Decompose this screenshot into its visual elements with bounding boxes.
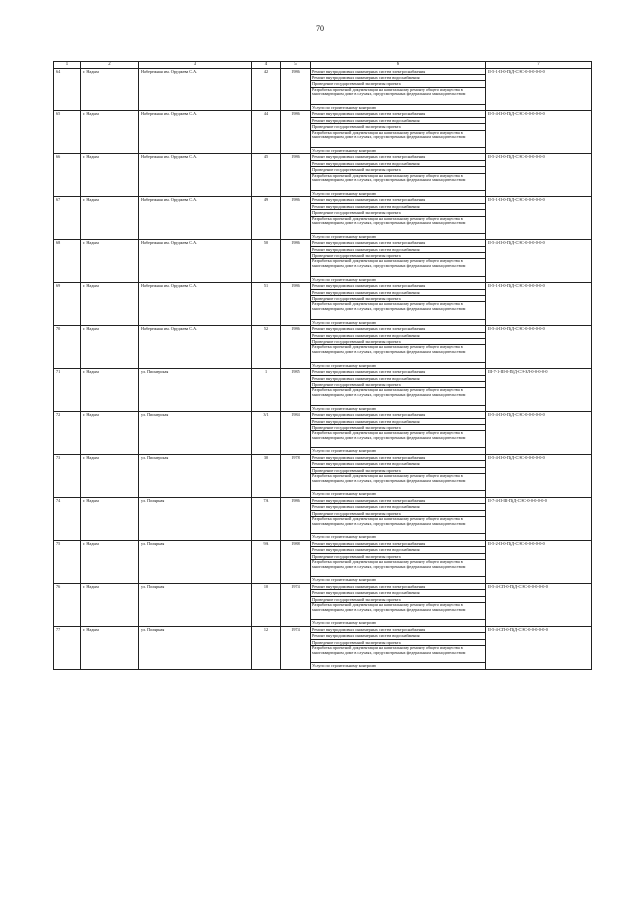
year-cell: 1986 — [281, 68, 311, 111]
house-number-cell: 10 — [252, 583, 281, 626]
work-type-cell: Ремонт внутридомовых инженерных систем водоснабжения — [311, 160, 486, 166]
work-type-cell: Разработка проектной документации на капитальному ремонту общего имущества в многоквартирном доме в случаях, предусмотренных федеральным законодательством — [311, 474, 486, 491]
year-cell: 1988 — [281, 540, 311, 583]
work-type-cell: Проведение государственной экспертизы проекта — [311, 510, 486, 516]
street-cell: Набережная им. Оруджева С.А. — [139, 154, 252, 197]
work-type-cell: Услуги по строительному контролю — [311, 147, 486, 154]
city-cell: г. Надым — [81, 154, 139, 197]
row-number: 70 — [54, 326, 81, 369]
work-type-cell: Услуги по строительному контролю — [311, 190, 486, 197]
code-cell: II-5-4-СП-0-П(Д-СЭС-0-0-0-0-0-0 — [486, 583, 592, 626]
work-type-cell: Разработка проектной документации на капитальному ремонту общего имущества в многоквартирном доме в случаях, предусмотренных федеральным законодательством — [311, 216, 486, 233]
work-type-cell: Ремонт внутридомовых инженерных систем водоснабжения — [311, 203, 486, 209]
code-cell: II-5-4-II-0-П(Д-СЭС-0-0-0-0-0-0 — [486, 412, 592, 455]
work-type-cell: Ремонт внутридомовых инженерных систем водоснабжения — [311, 375, 486, 381]
work-type-cell: Проведение государственной экспертизы проекта — [311, 167, 486, 173]
work-type-cell: Разработка проектной документации на капитальному ремонту общего имущества в многоквартирном доме в случаях, предусмотренных федеральным законодательством — [311, 87, 486, 104]
work-type-cell: Ремонт внутридомовых инженерных систем водоснабжения — [311, 504, 486, 510]
work-type-cell: Услуги по строительному контролю — [311, 620, 486, 627]
city-cell: г. Надым — [81, 412, 139, 455]
code-cell: II-5-4-СП-0-П(Д-СЭС-0-0-0-0-0-0 — [486, 626, 592, 669]
work-type-cell: Услуги по строительному контролю — [311, 534, 486, 541]
year-cell: 1986 — [281, 197, 311, 240]
city-cell: г. Надым — [81, 540, 139, 583]
row-number: 68 — [54, 240, 81, 283]
house-number-cell: 45 — [252, 154, 281, 197]
work-type-cell: Услуги по строительному контролю — [311, 577, 486, 584]
street-cell: ул. Полярная — [139, 498, 252, 541]
work-type-cell: Ремонт внутридомовых инженерных систем электроснабжения — [311, 583, 486, 589]
row-number: 65 — [54, 111, 81, 154]
city-cell: г. Надым — [81, 455, 139, 498]
work-type-cell: Ремонт внутридомовых инженерных систем водоснабжения — [311, 74, 486, 80]
year-cell: 1986 — [281, 283, 311, 326]
work-type-cell: Ремонт внутридомовых инженерных систем электроснабжения — [311, 540, 486, 546]
house-number-cell: 30 — [252, 455, 281, 498]
house-number-cell: 44 — [252, 111, 281, 154]
code-cell: II-5-1-II-0-П(Д-СЭС-0-0-0-0-0-0 — [486, 68, 592, 111]
year-cell: 1984 — [281, 412, 311, 455]
work-type-cell: Ремонт внутридомовых инженерных систем электроснабжения — [311, 111, 486, 117]
row-number: 67 — [54, 197, 81, 240]
code-cell: II-5-1-II-0-П(Д-СЭС-0-0-0-0-0-0 — [486, 283, 592, 326]
table-row — [54, 326, 592, 332]
work-type-cell: Ремонт внутридомовых инженерных систем электроснабжения — [311, 326, 486, 332]
work-type-cell: Разработка проектной документации на капитальному ремонту общего имущества в многоквартирном доме в случаях, предусмотренных федеральным законодательством — [311, 302, 486, 319]
work-type-cell: Услуги по строительному контролю — [311, 405, 486, 412]
street-cell: Набережная им. Оруджева С.А. — [139, 326, 252, 369]
table-row — [54, 626, 592, 632]
year-cell: 1986 — [281, 498, 311, 541]
code-cell: II-5-4-II-0-П(Д-СЭС-0-0-0-0-0-0 — [486, 111, 592, 154]
street-cell: ул. Полярная — [139, 540, 252, 583]
code-cell: II-5-4-II-0-П(Д-СЭС-0-0-0-0-0-0 — [486, 240, 592, 283]
street-cell: Набережная им. Оруджева С.А. — [139, 240, 252, 283]
city-cell: г. Надым — [81, 626, 139, 669]
work-type-cell: Проведение государственной экспертизы проекта — [311, 210, 486, 216]
city-cell: г. Надым — [81, 111, 139, 154]
header-col-6: 6 — [311, 62, 486, 69]
work-type-cell: Ремонт внутридомовых инженерных систем электроснабжения — [311, 626, 486, 632]
work-type-cell: Услуги по строительному контролю — [311, 663, 486, 670]
row-number: 77 — [54, 626, 81, 669]
code-cell: II-5-1-II-0-П(Д-СЭС-0-0-0-0-0-0 — [486, 197, 592, 240]
work-type-cell: Ремонт внутридомовых инженерных систем водоснабжения — [311, 461, 486, 467]
house-number-cell: 12 — [252, 626, 281, 669]
work-type-cell: Разработка проектной документации на капитальному ремонту общего имущества в многоквартирном доме в случаях, предусмотренных федеральным законодательством — [311, 560, 486, 577]
work-type-cell: Проведение государственной экспертизы проекта — [311, 381, 486, 387]
street-cell: Набережная им. Оруджева С.А. — [139, 197, 252, 240]
work-type-cell: Ремонт внутридомовых инженерных систем электроснабжения — [311, 412, 486, 418]
street-cell: Набережная им. Оруджева С.А. — [139, 68, 252, 111]
work-type-cell: Услуги по строительному контролю — [311, 319, 486, 326]
street-cell: Набережная им. Оруджева С.А. — [139, 111, 252, 154]
work-type-cell: Ремонт внутридомовых инженерных систем водоснабжения — [311, 117, 486, 123]
code-cell: II-5-4-II-0-П(Д-СЭС-0-0-0-0-0-0 — [486, 326, 592, 369]
city-cell: г. Надым — [81, 326, 139, 369]
work-type-cell: Разработка проектной документации на капитальному ремонту общего имущества в многоквартирном доме в случаях, предусмотренных федеральным законодательством — [311, 517, 486, 534]
work-type-cell: Ремонт внутридомовых инженерных систем электроснабжения — [311, 197, 486, 203]
row-number: 76 — [54, 583, 81, 626]
year-cell: 1985 — [281, 369, 311, 412]
table-row — [54, 498, 592, 504]
header-col-7: 7 — [486, 62, 592, 69]
work-type-cell: Услуги по строительному контролю — [311, 491, 486, 498]
row-number: 74 — [54, 498, 81, 541]
work-type-cell: Ремонт внутридомовых инженерных систем водоснабжения — [311, 633, 486, 639]
repair-table — [53, 61, 591, 670]
house-number-cell: 50 — [252, 240, 281, 283]
work-type-cell: Разработка проектной документации на капитальному ремонту общего имущества в многоквартирном доме в случаях, предусмотренных федеральным законодательством — [311, 646, 486, 663]
street-cell: ул. Полярная — [139, 583, 252, 626]
work-type-cell: Ремонт внутридомовых инженерных систем водоснабжения — [311, 547, 486, 553]
city-cell: г. Надым — [81, 283, 139, 326]
work-type-cell: Услуги по строительному контролю — [311, 233, 486, 240]
table-row — [54, 369, 592, 375]
table-row — [54, 111, 592, 117]
work-type-cell: Ремонт внутридомовых инженерных систем водоснабжения — [311, 246, 486, 252]
city-cell: г. Надым — [81, 583, 139, 626]
row-number: 71 — [54, 369, 81, 412]
table-row — [54, 540, 592, 546]
row-number: 72 — [54, 412, 81, 455]
work-type-cell: Проведение государственной экспертизы проекта — [311, 81, 486, 87]
street-cell: Набережная им. Оруджева С.А. — [139, 283, 252, 326]
work-type-cell: Ремонт внутридомовых инженерных систем электроснабжения — [311, 240, 486, 246]
house-number-cell: 49 — [252, 197, 281, 240]
row-number: 66 — [54, 154, 81, 197]
year-cell: 1986 — [281, 240, 311, 283]
header-col-4: 4 — [252, 62, 281, 69]
code-cell: II-5-4-II-0-П(Д-СЭС-0-0-0-0-0-0 — [486, 455, 592, 498]
row-number: 69 — [54, 283, 81, 326]
house-number-cell: 52 — [252, 326, 281, 369]
house-number-cell: 42 — [252, 68, 281, 111]
work-type-cell: Ремонт внутридомовых инженерных систем электроснабжения — [311, 154, 486, 160]
year-cell: 1986 — [281, 111, 311, 154]
city-cell: г. Надым — [81, 68, 139, 111]
year-cell: 1978 — [281, 455, 311, 498]
work-type-cell: Разработка проектной документации на капитальному ремонту общего имущества в многоквартирном доме в случаях, предусмотренных федеральным законодательством — [311, 345, 486, 362]
work-type-cell: Услуги по строительному контролю — [311, 362, 486, 369]
work-type-cell: Проведение государственной экспертизы проекта — [311, 296, 486, 302]
code-cell: III-7-1-III-0-П(Д-СЭ-ЗЛ-0-0-0-0-0 — [486, 369, 592, 412]
work-type-cell: Ремонт внутридомовых инженерных систем электроснабжения — [311, 455, 486, 461]
year-cell: 1986 — [281, 326, 311, 369]
street-cell: ул. Пионерская — [139, 455, 252, 498]
work-type-cell: Проведение государственной экспертизы проекта — [311, 424, 486, 430]
work-type-cell: Ремонт внутридомовых инженерных систем электроснабжения — [311, 68, 486, 74]
work-type-cell: Разработка проектной документации на капитальному ремонту общего имущества в многоквартирном доме в случаях, предусмотренных федеральным законодательством — [311, 259, 486, 276]
year-cell: 1974 — [281, 583, 311, 626]
work-type-cell: Проведение государственной экспертизы проекта — [311, 467, 486, 473]
work-type-cell: Ремонт внутридомовых инженерных систем водоснабжения — [311, 590, 486, 596]
work-type-cell: Услуги по строительному контролю — [311, 448, 486, 455]
code-cell: II-5-2-II-0-П(Д-СЭС-0-0-0-0-0-0 — [486, 154, 592, 197]
header-col-1: 1 — [54, 62, 81, 69]
work-type-cell: Ремонт внутридомовых инженерных систем водоснабжения — [311, 418, 486, 424]
work-type-cell: Проведение государственной экспертизы проекта — [311, 253, 486, 259]
table-row — [54, 283, 592, 289]
work-type-cell: Разработка проектной документации на капитальному ремонту общего имущества в многоквартирном доме в случаях, предусмотренных федеральным законодательством — [311, 173, 486, 190]
page-number: 70 — [316, 24, 324, 33]
work-type-cell: Проведение государственной экспертизы проекта — [311, 124, 486, 130]
work-type-cell: Проведение государственной экспертизы проекта — [311, 339, 486, 345]
table-row — [54, 154, 592, 160]
header-col-3: 3 — [139, 62, 252, 69]
city-cell: г. Надым — [81, 498, 139, 541]
work-type-cell: Проведение государственной экспертизы проекта — [311, 639, 486, 645]
city-cell: г. Надым — [81, 240, 139, 283]
table-row — [54, 68, 592, 74]
code-cell: II-7-4-II-III-П(Д-СЭС-0-0-0-0-0-0 — [486, 498, 592, 541]
work-type-cell: Ремонт внутридомовых инженерных систем электроснабжения — [311, 369, 486, 375]
house-number-cell: 51 — [252, 283, 281, 326]
city-cell: г. Надым — [81, 197, 139, 240]
house-number-cell: 3/1 — [252, 412, 281, 455]
table-row — [54, 412, 592, 418]
row-number: 64 — [54, 68, 81, 111]
row-number: 75 — [54, 540, 81, 583]
work-type-cell: Разработка проектной документации на капитальному ремонту общего имущества в многоквартирном доме в случаях, предусмотренных федеральным законодательством — [311, 603, 486, 620]
table-row — [54, 240, 592, 246]
house-number-cell: 7А — [252, 498, 281, 541]
work-type-cell: Ремонт внутридомовых инженерных систем водоснабжения — [311, 332, 486, 338]
work-type-cell: Услуги по строительному контролю — [311, 104, 486, 111]
work-type-cell: Разработка проектной документации на капитальному ремонту общего имущества в многоквартирном доме в случаях, предусмотренных федеральным законодательством — [311, 431, 486, 448]
header-col-5: 5 — [281, 62, 311, 69]
house-number-cell: 1 — [252, 369, 281, 412]
work-type-cell: Услуги по строительному контролю — [311, 276, 486, 283]
street-cell: ул. Пионерская — [139, 369, 252, 412]
work-type-cell: Проведение государственной экспертизы проекта — [311, 596, 486, 602]
table-row — [54, 583, 592, 589]
year-cell: 1974 — [281, 626, 311, 669]
header-col-2: 2 — [81, 62, 139, 69]
work-type-cell: Ремонт внутридомовых инженерных систем водоснабжения — [311, 289, 486, 295]
city-cell: г. Надым — [81, 369, 139, 412]
code-cell: II-5-2-II-0-П(Д-СЭС-0-0-0-0-0-0 — [486, 540, 592, 583]
year-cell: 1986 — [281, 154, 311, 197]
table-row — [54, 455, 592, 461]
house-number-cell: 9А — [252, 540, 281, 583]
row-number: 73 — [54, 455, 81, 498]
street-cell: ул. Полярная — [139, 626, 252, 669]
work-type-cell: Ремонт внутридомовых инженерных систем электроснабжения — [311, 498, 486, 504]
table-body — [54, 68, 592, 669]
work-type-cell: Разработка проектной документации на капитальному ремонту общего имущества в многоквартирном доме в случаях, предусмотренных федеральным законодательством — [311, 130, 486, 147]
work-type-cell: Разработка проектной документации на капитальному ремонту общего имущества в многоквартирном доме в случаях, предусмотренных федеральным законодательством — [311, 388, 486, 405]
work-type-cell: Ремонт внутридомовых инженерных систем электроснабжения — [311, 283, 486, 289]
work-type-cell: Проведение государственной экспертизы проекта — [311, 553, 486, 559]
table-row — [54, 197, 592, 203]
street-cell: ул. Пионерская — [139, 412, 252, 455]
